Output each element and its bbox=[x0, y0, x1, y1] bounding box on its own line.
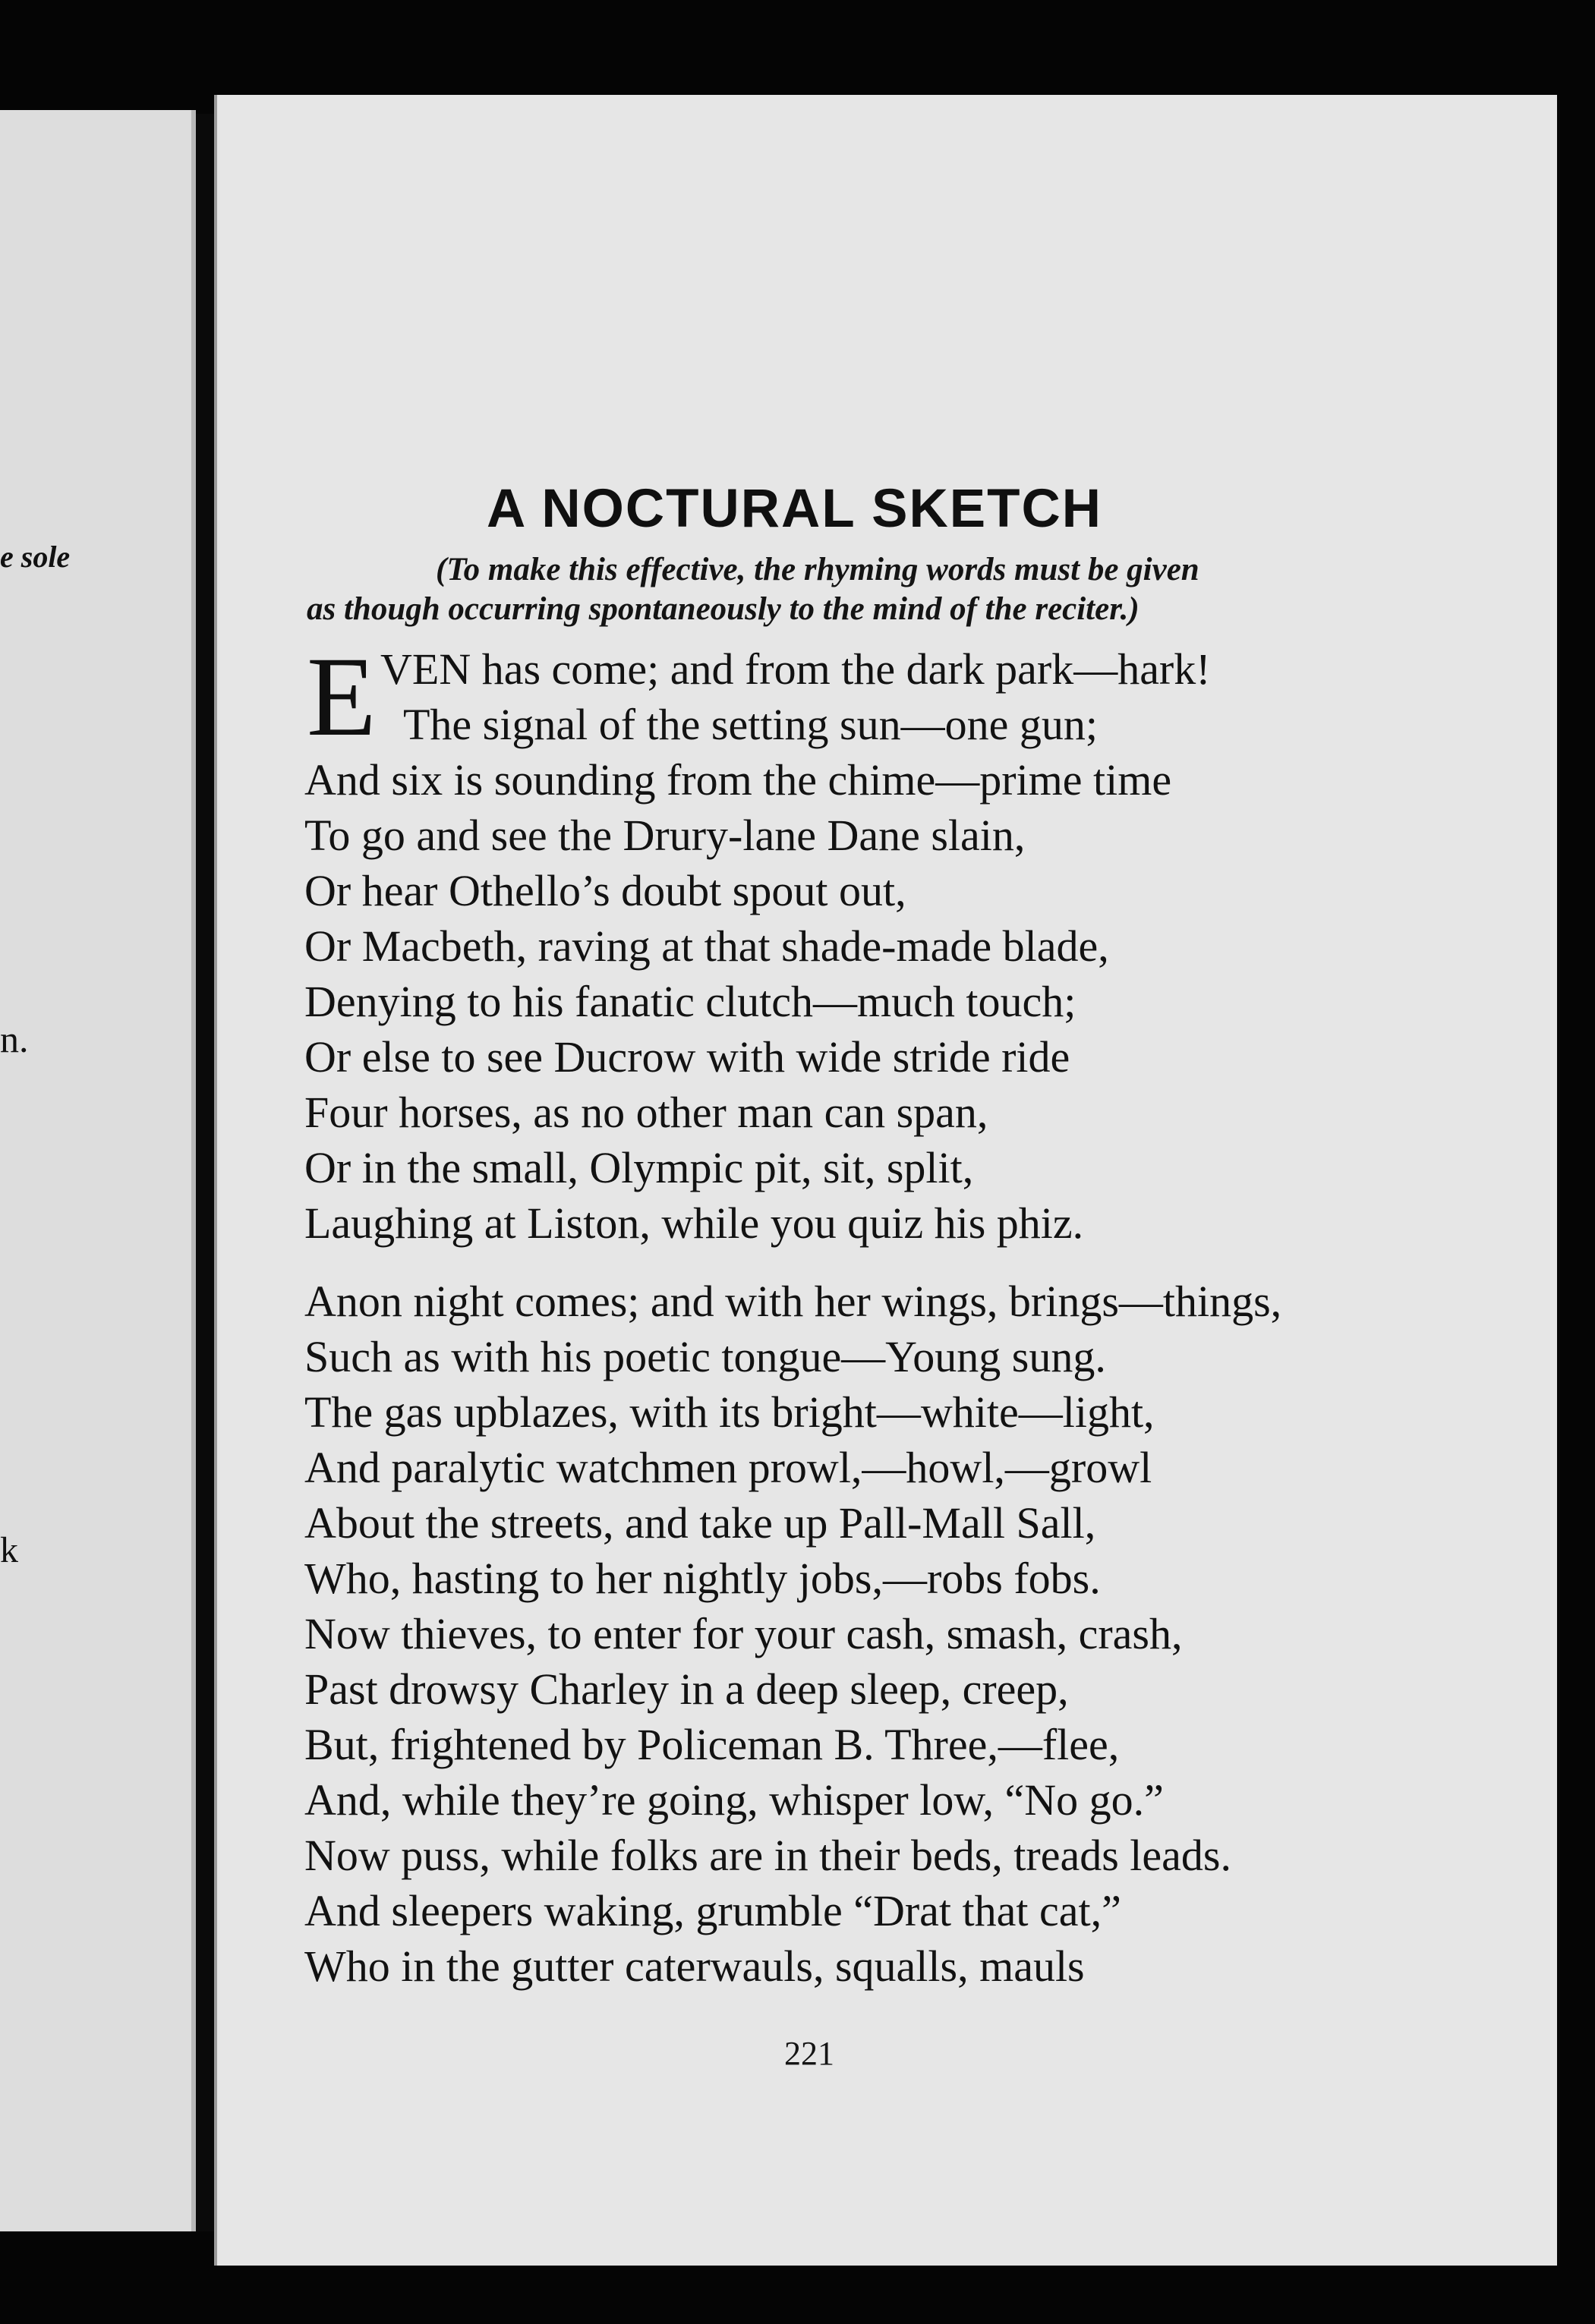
verse-line: Denying to his fanatic clutch—much touch; bbox=[304, 977, 1076, 1026]
verse-line: And six is sounding from the chime—prime time bbox=[304, 755, 1172, 805]
drop-cap: E bbox=[307, 634, 377, 760]
verse-line: And paralytic watchmen prowl,—howl,—growl bbox=[304, 1443, 1152, 1492]
stanza bbox=[304, 634, 1489, 1251]
verse-line: Anon night comes; and with her wings, brings—things, bbox=[304, 1277, 1282, 1326]
verse-line: Such as with his poetic tongue—Young sung. bbox=[304, 1332, 1106, 1381]
verse-line: Past drowsy Charley in a deep sleep, creep, bbox=[304, 1664, 1069, 1714]
book-page bbox=[214, 95, 1557, 2266]
poem-title: A NOCTURAL SKETCH bbox=[487, 479, 1103, 539]
verse-line: Or in the small, Olympic pit, sit, split, bbox=[304, 1143, 974, 1192]
verse-line: Or hear Othello’s doubt spout out, bbox=[304, 866, 906, 915]
verse-line: Now thieves, to enter for your cash, smash, crash, bbox=[304, 1609, 1183, 1658]
verse-line: But, frightened by Policeman B. Three,—flee, bbox=[304, 1720, 1120, 1769]
left-page-fragment: k bbox=[0, 1530, 18, 1570]
stanza bbox=[304, 1274, 1489, 1994]
note-line: (To make this effective, the rhyming words must be given bbox=[436, 552, 1199, 587]
verse-line: Or else to see Ducrow with wide stride ride bbox=[304, 1032, 1070, 1082]
note-line: as though occurring spontaneously to the mind of the reciter.) bbox=[307, 591, 1140, 627]
verse-line: VEN has come; and from the dark park—hark! bbox=[380, 644, 1211, 694]
page-number: 221 bbox=[784, 2035, 834, 2072]
verse-line: Who, hasting to her nightly jobs,—robs fobs. bbox=[304, 1554, 1101, 1603]
stanza-gap bbox=[304, 1251, 1489, 1274]
verse-line: Four horses, as no other man can span, bbox=[304, 1088, 988, 1137]
verse-line: Who in the gutter caterwauls, squalls, mauls bbox=[304, 1941, 1085, 1991]
verse-line: Now puss, while folks are in their beds, treads leads. bbox=[304, 1831, 1231, 1880]
book-gutter bbox=[196, 114, 214, 2231]
verse-line: To go and see the Drury-lane Dane slain, bbox=[304, 811, 1026, 860]
poem-body bbox=[304, 634, 1489, 1994]
verse-line: The gas upblazes, with its bright—white—light, bbox=[304, 1387, 1155, 1437]
verse-line: Or Macbeth, raving at that shade-made blade, bbox=[304, 921, 1109, 971]
verse-line: And, while they’re going, whisper low, “No go.” bbox=[304, 1775, 1164, 1825]
recitation-note bbox=[307, 550, 1430, 629]
verse-line: And sleepers waking, grumble “Drat that cat,” bbox=[304, 1886, 1121, 1935]
verse-line: The signal of the setting sun—one gun; bbox=[403, 700, 1098, 749]
left-page-fragment: n. bbox=[0, 1018, 29, 1060]
verse-line: About the streets, and take up Pall-Mall Sall, bbox=[304, 1498, 1096, 1548]
left-facing-page bbox=[0, 110, 196, 2231]
left-page-fragment: e sole bbox=[0, 540, 71, 574]
verse-line: Laughing at Liston, while you quiz his phiz. bbox=[304, 1198, 1084, 1248]
